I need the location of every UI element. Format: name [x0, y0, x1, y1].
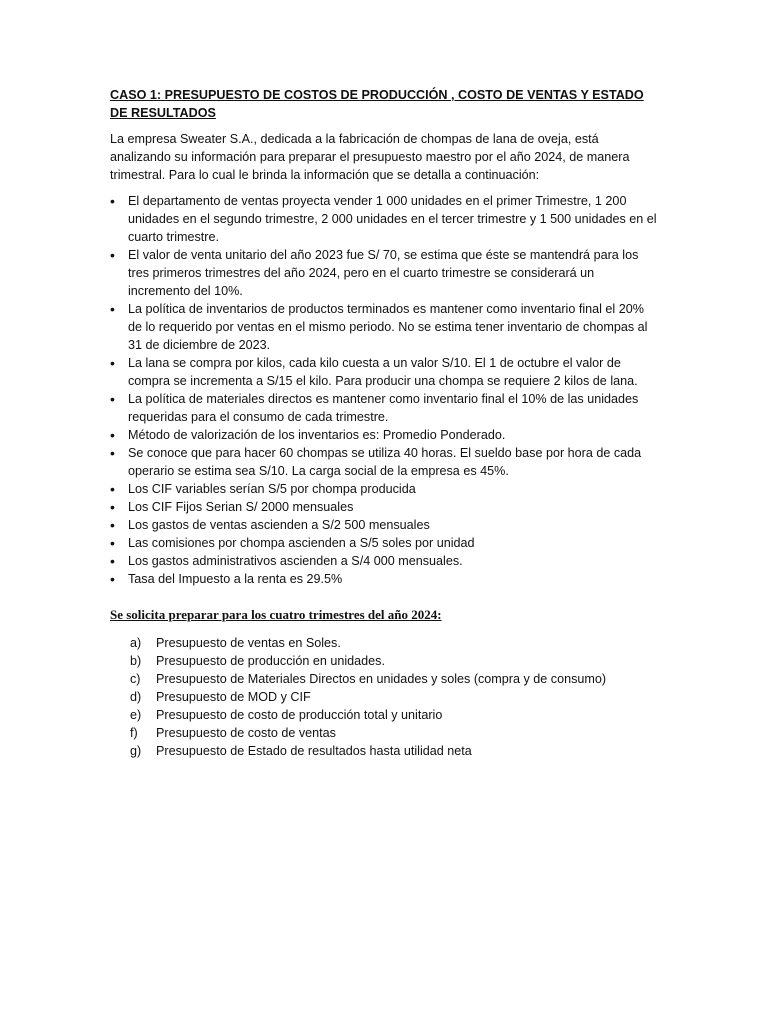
- task-item: [110, 688, 658, 706]
- bullet-item: • Los gastos administrativos ascienden a S/4 000 mensuales.: [110, 552, 658, 570]
- task-item: [110, 724, 658, 742]
- document-page: [110, 86, 658, 760]
- bullet-item: • Los CIF Fijos Serian S/ 2000 mensuales: [110, 498, 658, 516]
- bullet-item: • Los CIF variables serían S/5 por chompa producida: [110, 480, 658, 498]
- task-item: [110, 634, 658, 652]
- task-text: Presupuesto de MOD y CIF: [156, 690, 311, 704]
- task-marker: e): [130, 708, 142, 722]
- bullet-item: • Método de valorización de los inventarios es: Promedio Ponderado.: [110, 426, 658, 444]
- bullet-item: • La lana se compra por kilos, cada kilo cuesta a un valor S/10. El 1 de octubre el valor de compra se incrementa a S/15 el kilo. Para producir una chompa se requiere 2 kilos de lana.: [110, 354, 658, 390]
- bullet-item: • Los gastos de ventas ascienden a S/2 500 mensuales: [110, 516, 658, 534]
- task-marker: f): [130, 726, 138, 740]
- task-item: [110, 670, 658, 688]
- request-subtitle: Se solicita preparar para los cuatro trimestres del año 2024:: [110, 607, 442, 622]
- task-item: [110, 706, 658, 724]
- bullet-item: • Las comisiones por chompa ascienden a S/5 soles por unidad: [110, 534, 658, 552]
- bullet-item: • La política de inventarios de productos terminados es mantener como inventario final el 20% de lo requerido por ventas en el mismo periodo. No se estima tener inventario de chompas al 31 de diciembre de 2023.: [110, 300, 658, 354]
- task-marker: b): [130, 654, 142, 668]
- bullet-item: • La política de materiales directos es mantener como inventario final el 10% de las unidades requeridas para el consumo de cada trimestre.: [110, 390, 658, 426]
- task-text: Presupuesto de Materiales Directos en unidades y soles (compra y de consumo): [156, 672, 607, 686]
- task-marker: d): [130, 690, 142, 704]
- task-marker: g): [130, 744, 142, 758]
- task-text: Presupuesto de costo de producción total y unitario: [156, 708, 443, 722]
- case-title: CASO 1: PRESUPUESTO DE COSTOS DE PRODUCCIÓN , COSTO DE VENTAS Y ESTADO DE RESULTADOS: [110, 88, 644, 120]
- bullet-item: • Se conoce que para hacer 60 chompas se utiliza 40 horas. El sueldo base por hora de cada operario se estima sea S/10. La carga social de la empresa es 45%.: [110, 444, 658, 480]
- task-text: Presupuesto de Estado de resultados hasta utilidad neta: [156, 744, 472, 758]
- task-text: Presupuesto de producción en unidades.: [156, 654, 385, 668]
- task-list: [110, 634, 658, 760]
- task-text: Presupuesto de costo de ventas: [156, 726, 336, 740]
- task-marker: c): [130, 672, 141, 686]
- bullet-item: • El valor de venta unitario del año 2023 fue S/ 70, se estima que éste se mantendrá para los tres primeros trimestres del año 2024, pero en el cuarto trimestre se considerará un incremento del 10%.: [110, 246, 658, 300]
- intro-paragraph: La empresa Sweater S.A., dedicada a la fabricación de chompas de lana de oveja, está analizando su información para preparar el presupuesto maestro por el año 2024, de manera trimestral. Para lo cual le brinda la información que se detalla a continuación:: [110, 132, 630, 182]
- task-item: [110, 742, 658, 760]
- bullet-item: • Tasa del Impuesto a la renta es 29.5%: [110, 570, 658, 588]
- task-item: [110, 652, 658, 670]
- task-marker: a): [130, 636, 142, 650]
- task-text: Presupuesto de ventas en Soles.: [156, 636, 341, 650]
- data-bullet-list: [110, 192, 658, 588]
- bullet-item: • El departamento de ventas proyecta vender 1 000 unidades en el primer Trimestre, 1 200 unidades en el segundo trimestre, 2 000 unidades en el tercer trimestre y 1 500 unidades en el cuarto trimestre.: [110, 192, 658, 246]
